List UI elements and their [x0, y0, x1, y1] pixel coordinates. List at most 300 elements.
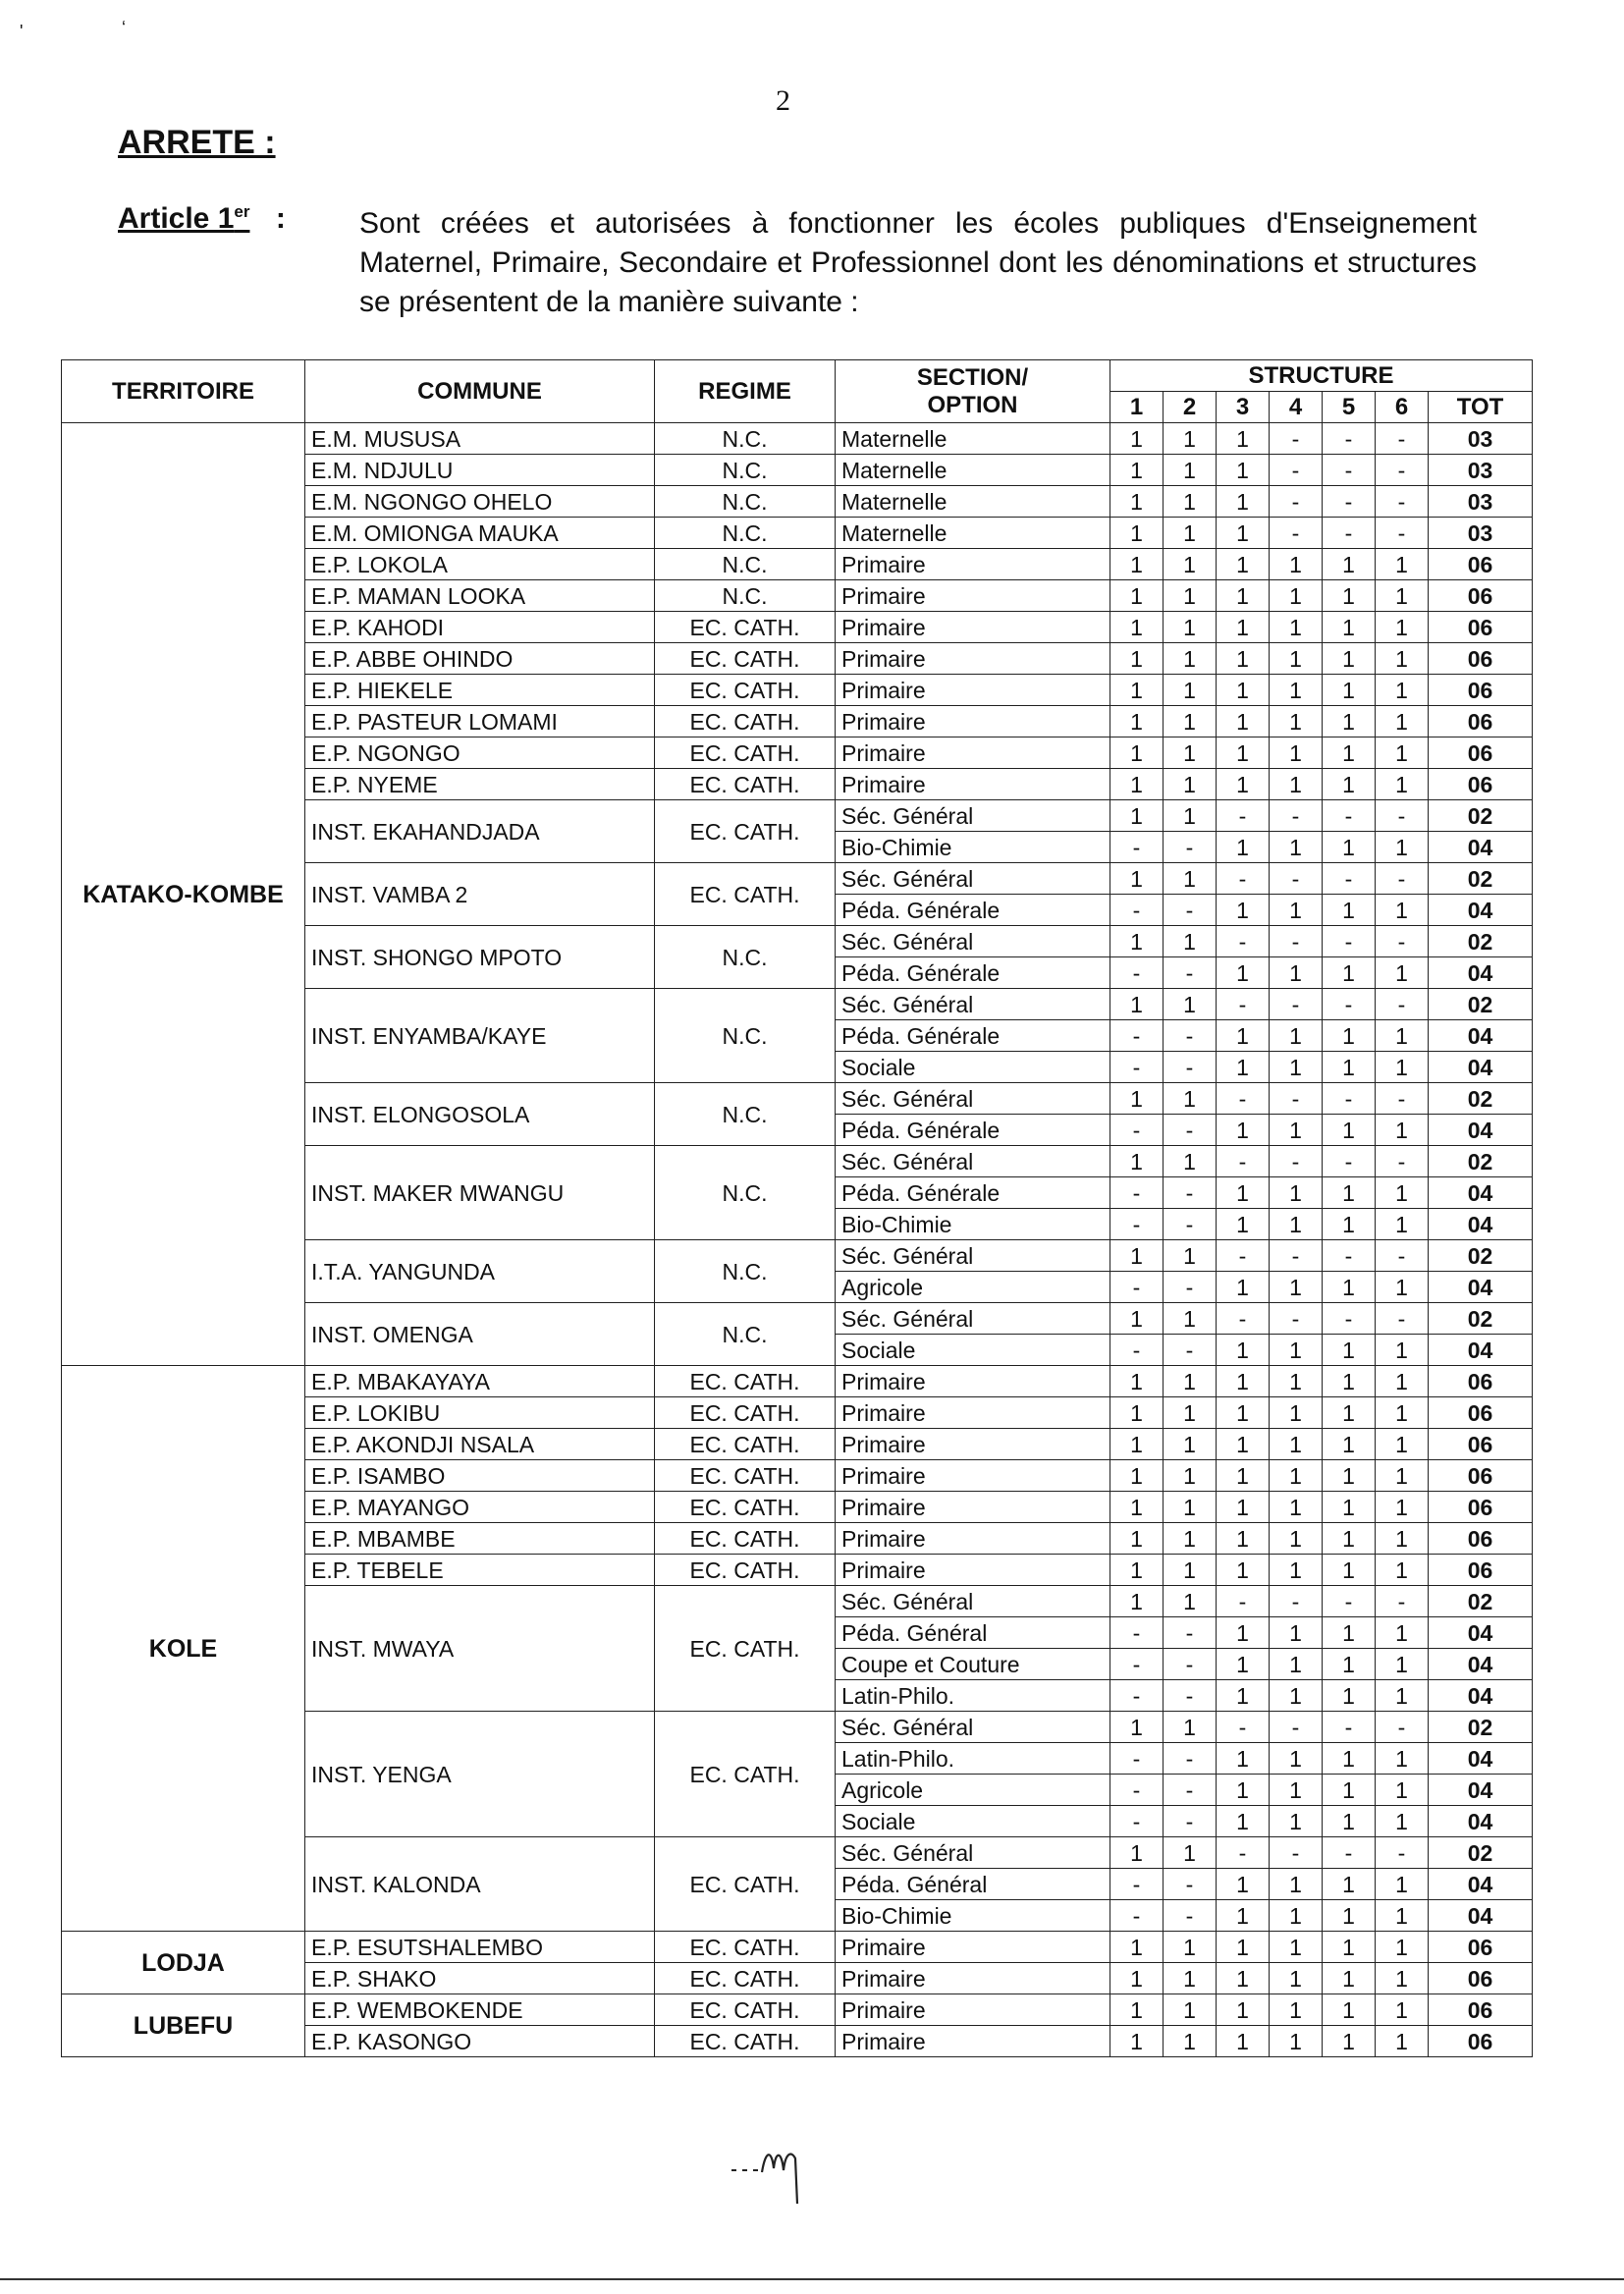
structure-cell-2: 1 — [1164, 1146, 1217, 1177]
structure-cell-4: - — [1270, 1146, 1323, 1177]
structure-cell-1: 1 — [1110, 2026, 1164, 2057]
structure-cell-1: 1 — [1110, 706, 1164, 737]
school-name-cell: E.P. ESUTSHALEMBO — [305, 1932, 655, 1963]
structure-cell-6: - — [1376, 989, 1429, 1020]
structure-cell-1: - — [1110, 1209, 1164, 1240]
structure-cell-6: 1 — [1376, 1617, 1429, 1649]
school-name-cell: INST. ELONGOSOLA — [305, 1083, 655, 1146]
structure-cell-5: 1 — [1323, 612, 1376, 643]
regime-cell: EC. CATH. — [655, 1963, 836, 1994]
structure-cell-6: 1 — [1376, 1523, 1429, 1555]
structure-cell-6: 1 — [1376, 1869, 1429, 1900]
structure-cell-5: 1 — [1323, 1994, 1376, 2026]
structure-cell-2: - — [1164, 895, 1217, 926]
structure-cell-4: 1 — [1270, 737, 1323, 769]
structure-cell-4: 1 — [1270, 1649, 1323, 1680]
structure-cell-6: 1 — [1376, 769, 1429, 800]
section-cell: Primaire — [836, 1429, 1110, 1460]
structure-cell-5: 1 — [1323, 1020, 1376, 1052]
structure-cell-3: 1 — [1217, 455, 1270, 486]
structure-cell-2: - — [1164, 1743, 1217, 1775]
school-name-cell: E.P. AKONDJI NSALA — [305, 1429, 655, 1460]
structure-cell-1: - — [1110, 1743, 1164, 1775]
school-name-cell: INST. EKAHANDJADA — [305, 800, 655, 863]
structure-cell-3: - — [1217, 1303, 1270, 1335]
structure-cell-4: 1 — [1270, 1994, 1323, 2026]
header-col-tot: TOT — [1429, 392, 1533, 423]
total-cell: 06 — [1429, 580, 1533, 612]
structure-cell-4: 1 — [1270, 1335, 1323, 1366]
section-cell: Sociale — [836, 1052, 1110, 1083]
territory-cell: LUBEFU — [62, 1994, 305, 2057]
structure-cell-6: - — [1376, 1837, 1429, 1869]
structure-cell-4: 1 — [1270, 1680, 1323, 1712]
total-cell: 02 — [1429, 1837, 1533, 1869]
structure-cell-6: 1 — [1376, 549, 1429, 580]
table-row — [62, 1994, 1533, 2026]
section-cell: Péda. Générale — [836, 1177, 1110, 1209]
structure-cell-4: 1 — [1270, 675, 1323, 706]
structure-cell-5: - — [1323, 486, 1376, 518]
total-cell: 02 — [1429, 800, 1533, 832]
structure-cell-6: 1 — [1376, 1994, 1429, 2026]
structure-cell-1: - — [1110, 1272, 1164, 1303]
structure-cell-6: 1 — [1376, 612, 1429, 643]
structure-cell-3: 1 — [1217, 1052, 1270, 1083]
school-name-cell: INST. OMENGA — [305, 1303, 655, 1366]
article-colon: : — [275, 202, 286, 235]
structure-cell-3: 1 — [1217, 1020, 1270, 1052]
structure-cell-2: 1 — [1164, 769, 1217, 800]
structure-cell-4: 1 — [1270, 1209, 1323, 1240]
total-cell: 02 — [1429, 926, 1533, 957]
total-cell: 04 — [1429, 1020, 1533, 1052]
section-cell: Latin-Philo. — [836, 1680, 1110, 1712]
structure-cell-3: 1 — [1217, 1649, 1270, 1680]
header-section-line2: OPTION — [927, 391, 1018, 418]
regime-cell: N.C. — [655, 518, 836, 549]
total-cell: 04 — [1429, 1775, 1533, 1806]
signature-initials — [727, 2129, 835, 2208]
structure-cell-3: 1 — [1217, 549, 1270, 580]
structure-cell-4: 1 — [1270, 706, 1323, 737]
school-name-cell: E.P. NYEME — [305, 769, 655, 800]
section-cell: Péda. Générale — [836, 1115, 1110, 1146]
total-cell: 04 — [1429, 1806, 1533, 1837]
structure-cell-2: - — [1164, 1680, 1217, 1712]
structure-cell-6: 1 — [1376, 1177, 1429, 1209]
structure-cell-4: 1 — [1270, 895, 1323, 926]
structure-cell-6: 1 — [1376, 1806, 1429, 1837]
structure-cell-3: 1 — [1217, 2026, 1270, 2057]
section-cell: Primaire — [836, 2026, 1110, 2057]
structure-cell-5: 1 — [1323, 1397, 1376, 1429]
structure-cell-6: - — [1376, 455, 1429, 486]
structure-cell-4: 1 — [1270, 1617, 1323, 1649]
structure-cell-4: 1 — [1270, 1932, 1323, 1963]
total-cell: 03 — [1429, 486, 1533, 518]
structure-cell-5: - — [1323, 1083, 1376, 1115]
structure-cell-4: 1 — [1270, 1272, 1323, 1303]
total-cell: 06 — [1429, 1932, 1533, 1963]
total-cell: 04 — [1429, 1649, 1533, 1680]
structure-cell-1: 1 — [1110, 737, 1164, 769]
structure-cell-3: - — [1217, 926, 1270, 957]
structure-cell-2: 1 — [1164, 1523, 1217, 1555]
structure-cell-1: - — [1110, 1617, 1164, 1649]
structure-cell-2: 1 — [1164, 1460, 1217, 1492]
structure-cell-3: 1 — [1217, 1806, 1270, 1837]
structure-cell-5: 1 — [1323, 549, 1376, 580]
structure-cell-3: 1 — [1217, 486, 1270, 518]
regime-cell: N.C. — [655, 1240, 836, 1303]
header-col-1: 1 — [1110, 392, 1164, 423]
section-cell: Sociale — [836, 1335, 1110, 1366]
structure-cell-1: 1 — [1110, 1712, 1164, 1743]
structure-cell-6: 1 — [1376, 675, 1429, 706]
school-name-cell: E.P. LOKIBU — [305, 1397, 655, 1429]
total-cell: 06 — [1429, 1523, 1533, 1555]
structure-cell-2: - — [1164, 1617, 1217, 1649]
section-cell: Séc. Général — [836, 1083, 1110, 1115]
structure-cell-4: 1 — [1270, 1177, 1323, 1209]
structure-cell-4: 1 — [1270, 1366, 1323, 1397]
structure-cell-6: - — [1376, 1146, 1429, 1177]
scan-mark: ‘ — [122, 18, 126, 37]
structure-cell-3: 1 — [1217, 1523, 1270, 1555]
total-cell: 02 — [1429, 1240, 1533, 1272]
structure-cell-3: 1 — [1217, 423, 1270, 455]
structure-cell-2: - — [1164, 1775, 1217, 1806]
structure-cell-3: 1 — [1217, 643, 1270, 675]
structure-cell-2: 1 — [1164, 1837, 1217, 1869]
structure-cell-4: 1 — [1270, 1900, 1323, 1932]
section-cell: Primaire — [836, 1994, 1110, 2026]
structure-cell-6: 1 — [1376, 1052, 1429, 1083]
regime-cell: EC. CATH. — [655, 706, 836, 737]
structure-cell-2: - — [1164, 957, 1217, 989]
structure-cell-3: 1 — [1217, 1209, 1270, 1240]
structure-cell-6: - — [1376, 800, 1429, 832]
structure-cell-5: 1 — [1323, 1932, 1376, 1963]
structure-cell-3: - — [1217, 1083, 1270, 1115]
structure-cell-5: - — [1323, 1146, 1376, 1177]
total-cell: 04 — [1429, 1743, 1533, 1775]
structure-cell-5: 1 — [1323, 1680, 1376, 1712]
total-cell: 06 — [1429, 2026, 1533, 2057]
section-cell: Séc. Général — [836, 989, 1110, 1020]
section-cell: Séc. Général — [836, 1712, 1110, 1743]
structure-cell-1: 1 — [1110, 518, 1164, 549]
total-cell: 04 — [1429, 832, 1533, 863]
structure-cell-1: 1 — [1110, 580, 1164, 612]
regime-cell: EC. CATH. — [655, 737, 836, 769]
structure-cell-3: 1 — [1217, 1555, 1270, 1586]
structure-cell-3: 1 — [1217, 1429, 1270, 1460]
structure-cell-1: 1 — [1110, 800, 1164, 832]
structure-cell-3: - — [1217, 1586, 1270, 1617]
structure-cell-4: - — [1270, 455, 1323, 486]
structure-cell-1: 1 — [1110, 1586, 1164, 1617]
structure-cell-1: 1 — [1110, 863, 1164, 895]
structure-cell-3: 1 — [1217, 1900, 1270, 1932]
scan-mark: ' — [20, 22, 24, 41]
structure-cell-2: 1 — [1164, 486, 1217, 518]
structure-cell-5: - — [1323, 800, 1376, 832]
structure-cell-4: 1 — [1270, 1020, 1323, 1052]
total-cell: 04 — [1429, 1052, 1533, 1083]
total-cell: 04 — [1429, 1335, 1533, 1366]
structure-cell-2: 1 — [1164, 612, 1217, 643]
structure-cell-2: 1 — [1164, 455, 1217, 486]
structure-cell-1: 1 — [1110, 675, 1164, 706]
structure-cell-2: - — [1164, 1649, 1217, 1680]
school-name-cell: E.M. NGONGO OHELO — [305, 486, 655, 518]
regime-cell: EC. CATH. — [655, 769, 836, 800]
structure-cell-4: 1 — [1270, 549, 1323, 580]
structure-cell-1: 1 — [1110, 1083, 1164, 1115]
school-name-cell: E.P. ISAMBO — [305, 1460, 655, 1492]
section-cell: Maternelle — [836, 518, 1110, 549]
structure-cell-1: - — [1110, 957, 1164, 989]
structure-cell-1: 1 — [1110, 1523, 1164, 1555]
total-cell: 04 — [1429, 1900, 1533, 1932]
school-name-cell: E.P. HIEKELE — [305, 675, 655, 706]
structure-cell-4: 1 — [1270, 1775, 1323, 1806]
section-cell: Primaire — [836, 643, 1110, 675]
school-name-cell: E.M. MUSUSA — [305, 423, 655, 455]
header-section — [836, 360, 1110, 423]
structure-cell-1: - — [1110, 1020, 1164, 1052]
structure-cell-4: 1 — [1270, 580, 1323, 612]
structure-cell-3: 1 — [1217, 1932, 1270, 1963]
structure-cell-3: 1 — [1217, 957, 1270, 989]
table-body — [62, 423, 1533, 2057]
structure-cell-1: 1 — [1110, 1366, 1164, 1397]
structure-cell-3: 1 — [1217, 1963, 1270, 1994]
structure-cell-1: - — [1110, 1900, 1164, 1932]
structure-cell-3: 1 — [1217, 675, 1270, 706]
total-cell: 06 — [1429, 1460, 1533, 1492]
structure-cell-2: 1 — [1164, 706, 1217, 737]
structure-cell-5: 1 — [1323, 1775, 1376, 1806]
structure-cell-2: - — [1164, 1115, 1217, 1146]
structure-cell-2: 1 — [1164, 1366, 1217, 1397]
structure-cell-3: 1 — [1217, 1335, 1270, 1366]
structure-cell-3: 1 — [1217, 832, 1270, 863]
structure-cell-3: 1 — [1217, 1680, 1270, 1712]
structure-cell-3: - — [1217, 800, 1270, 832]
structure-cell-4: - — [1270, 1240, 1323, 1272]
total-cell: 02 — [1429, 1303, 1533, 1335]
structure-cell-2: - — [1164, 1806, 1217, 1837]
structure-cell-4: 1 — [1270, 1492, 1323, 1523]
structure-cell-5: 1 — [1323, 580, 1376, 612]
section-cell: Séc. Général — [836, 926, 1110, 957]
regime-cell: EC. CATH. — [655, 1492, 836, 1523]
total-cell: 06 — [1429, 1397, 1533, 1429]
structure-cell-1: - — [1110, 895, 1164, 926]
structure-cell-2: 1 — [1164, 737, 1217, 769]
structure-cell-3: 1 — [1217, 1775, 1270, 1806]
section-cell: Primaire — [836, 675, 1110, 706]
structure-cell-5: 1 — [1323, 1900, 1376, 1932]
structure-cell-3: 1 — [1217, 518, 1270, 549]
structure-cell-1: 1 — [1110, 1460, 1164, 1492]
structure-cell-4: 1 — [1270, 1397, 1323, 1429]
structure-cell-3: 1 — [1217, 1272, 1270, 1303]
regime-cell: N.C. — [655, 1146, 836, 1240]
table-row — [62, 1932, 1533, 1963]
total-cell: 06 — [1429, 1963, 1533, 1994]
structure-cell-6: 1 — [1376, 580, 1429, 612]
structure-cell-5: - — [1323, 423, 1376, 455]
structure-cell-2: 1 — [1164, 863, 1217, 895]
section-cell: Péda. Général — [836, 1617, 1110, 1649]
total-cell: 04 — [1429, 1617, 1533, 1649]
structure-cell-5: 1 — [1323, 1366, 1376, 1397]
structure-cell-4: 1 — [1270, 769, 1323, 800]
structure-cell-3: - — [1217, 989, 1270, 1020]
structure-cell-1: 1 — [1110, 1963, 1164, 1994]
section-cell: Séc. Général — [836, 1303, 1110, 1335]
structure-cell-5: 1 — [1323, 895, 1376, 926]
section-cell: Péda. Générale — [836, 895, 1110, 926]
structure-cell-2: 1 — [1164, 800, 1217, 832]
header-structure: STRUCTURE — [1110, 360, 1533, 392]
structure-cell-1: - — [1110, 1869, 1164, 1900]
structure-cell-3: 1 — [1217, 1743, 1270, 1775]
structure-cell-4: 1 — [1270, 1806, 1323, 1837]
structure-cell-4: 1 — [1270, 2026, 1323, 2057]
structure-cell-2: - — [1164, 832, 1217, 863]
structure-cell-5: 1 — [1323, 1555, 1376, 1586]
structure-cell-2: 1 — [1164, 423, 1217, 455]
section-cell: Latin-Philo. — [836, 1743, 1110, 1775]
structure-cell-2: 1 — [1164, 1932, 1217, 1963]
structure-cell-1: 1 — [1110, 1492, 1164, 1523]
structure-cell-4: - — [1270, 863, 1323, 895]
bottom-rule — [0, 2278, 1624, 2280]
section-cell: Primaire — [836, 1492, 1110, 1523]
structure-cell-5: 1 — [1323, 1335, 1376, 1366]
section-cell: Bio-Chimie — [836, 1209, 1110, 1240]
structure-cell-6: 1 — [1376, 1335, 1429, 1366]
regime-cell: EC. CATH. — [655, 675, 836, 706]
structure-cell-2: 1 — [1164, 926, 1217, 957]
structure-cell-1: 1 — [1110, 455, 1164, 486]
structure-cell-3: 1 — [1217, 612, 1270, 643]
structure-cell-6: 1 — [1376, 1963, 1429, 1994]
structure-cell-6: 1 — [1376, 1209, 1429, 1240]
structure-cell-1: - — [1110, 1335, 1164, 1366]
structure-cell-2: 1 — [1164, 1083, 1217, 1115]
structure-cell-5: 1 — [1323, 1115, 1376, 1146]
structure-cell-2: 1 — [1164, 1555, 1217, 1586]
structure-cell-6: 1 — [1376, 1429, 1429, 1460]
section-cell: Péda. Générale — [836, 957, 1110, 989]
school-name-cell: E.P. KASONGO — [305, 2026, 655, 2057]
structure-cell-5: 1 — [1323, 1429, 1376, 1460]
structure-cell-1: 1 — [1110, 1146, 1164, 1177]
regime-cell: N.C. — [655, 1303, 836, 1366]
regime-cell: EC. CATH. — [655, 1460, 836, 1492]
structure-cell-5: 1 — [1323, 769, 1376, 800]
section-cell: Séc. Général — [836, 863, 1110, 895]
structure-cell-4: 1 — [1270, 1523, 1323, 1555]
structure-cell-2: 1 — [1164, 2026, 1217, 2057]
structure-cell-1: - — [1110, 832, 1164, 863]
total-cell: 06 — [1429, 737, 1533, 769]
school-name-cell: E.P. ABBE OHINDO — [305, 643, 655, 675]
structure-cell-2: 1 — [1164, 643, 1217, 675]
structure-cell-1: - — [1110, 1177, 1164, 1209]
structure-cell-6: 1 — [1376, 895, 1429, 926]
structure-cell-6: 1 — [1376, 957, 1429, 989]
school-name-cell: I.T.A. YANGUNDA — [305, 1240, 655, 1303]
structure-cell-6: 1 — [1376, 2026, 1429, 2057]
regime-cell: N.C. — [655, 423, 836, 455]
structure-cell-5: 1 — [1323, 1272, 1376, 1303]
structure-cell-4: 1 — [1270, 612, 1323, 643]
structure-cell-6: - — [1376, 1712, 1429, 1743]
total-cell: 02 — [1429, 989, 1533, 1020]
structure-cell-4: - — [1270, 486, 1323, 518]
structure-cell-4: 1 — [1270, 643, 1323, 675]
structure-cell-4: - — [1270, 800, 1323, 832]
section-cell: Primaire — [836, 1460, 1110, 1492]
regime-cell: EC. CATH. — [655, 800, 836, 863]
regime-cell: N.C. — [655, 1083, 836, 1146]
schools-table — [61, 359, 1533, 2057]
section-cell: Péda. Général — [836, 1869, 1110, 1900]
structure-cell-1: 1 — [1110, 612, 1164, 643]
structure-cell-5: - — [1323, 1712, 1376, 1743]
structure-cell-1: 1 — [1110, 1994, 1164, 2026]
school-name-cell: INST. YENGA — [305, 1712, 655, 1837]
regime-cell: EC. CATH. — [655, 1712, 836, 1837]
structure-cell-2: - — [1164, 1869, 1217, 1900]
structure-cell-3: - — [1217, 1240, 1270, 1272]
total-cell: 03 — [1429, 423, 1533, 455]
section-cell: Séc. Général — [836, 1586, 1110, 1617]
section-cell: Séc. Général — [836, 800, 1110, 832]
section-cell: Primaire — [836, 580, 1110, 612]
structure-cell-1: 1 — [1110, 1932, 1164, 1963]
total-cell: 06 — [1429, 1492, 1533, 1523]
structure-cell-2: 1 — [1164, 1429, 1217, 1460]
section-cell: Primaire — [836, 549, 1110, 580]
structure-cell-6: 1 — [1376, 1555, 1429, 1586]
total-cell: 03 — [1429, 455, 1533, 486]
structure-cell-1: 1 — [1110, 989, 1164, 1020]
total-cell: 06 — [1429, 1555, 1533, 1586]
structure-cell-1: 1 — [1110, 643, 1164, 675]
section-cell: Maternelle — [836, 423, 1110, 455]
structure-cell-5: 1 — [1323, 737, 1376, 769]
structure-cell-4: 1 — [1270, 832, 1323, 863]
structure-cell-5: 1 — [1323, 675, 1376, 706]
total-cell: 06 — [1429, 675, 1533, 706]
structure-cell-2: - — [1164, 1272, 1217, 1303]
structure-cell-1: 1 — [1110, 549, 1164, 580]
structure-cell-3: - — [1217, 1712, 1270, 1743]
structure-cell-6: - — [1376, 423, 1429, 455]
regime-cell: EC. CATH. — [655, 643, 836, 675]
structure-cell-6: - — [1376, 486, 1429, 518]
section-cell: Primaire — [836, 737, 1110, 769]
structure-cell-3: - — [1217, 1837, 1270, 1869]
